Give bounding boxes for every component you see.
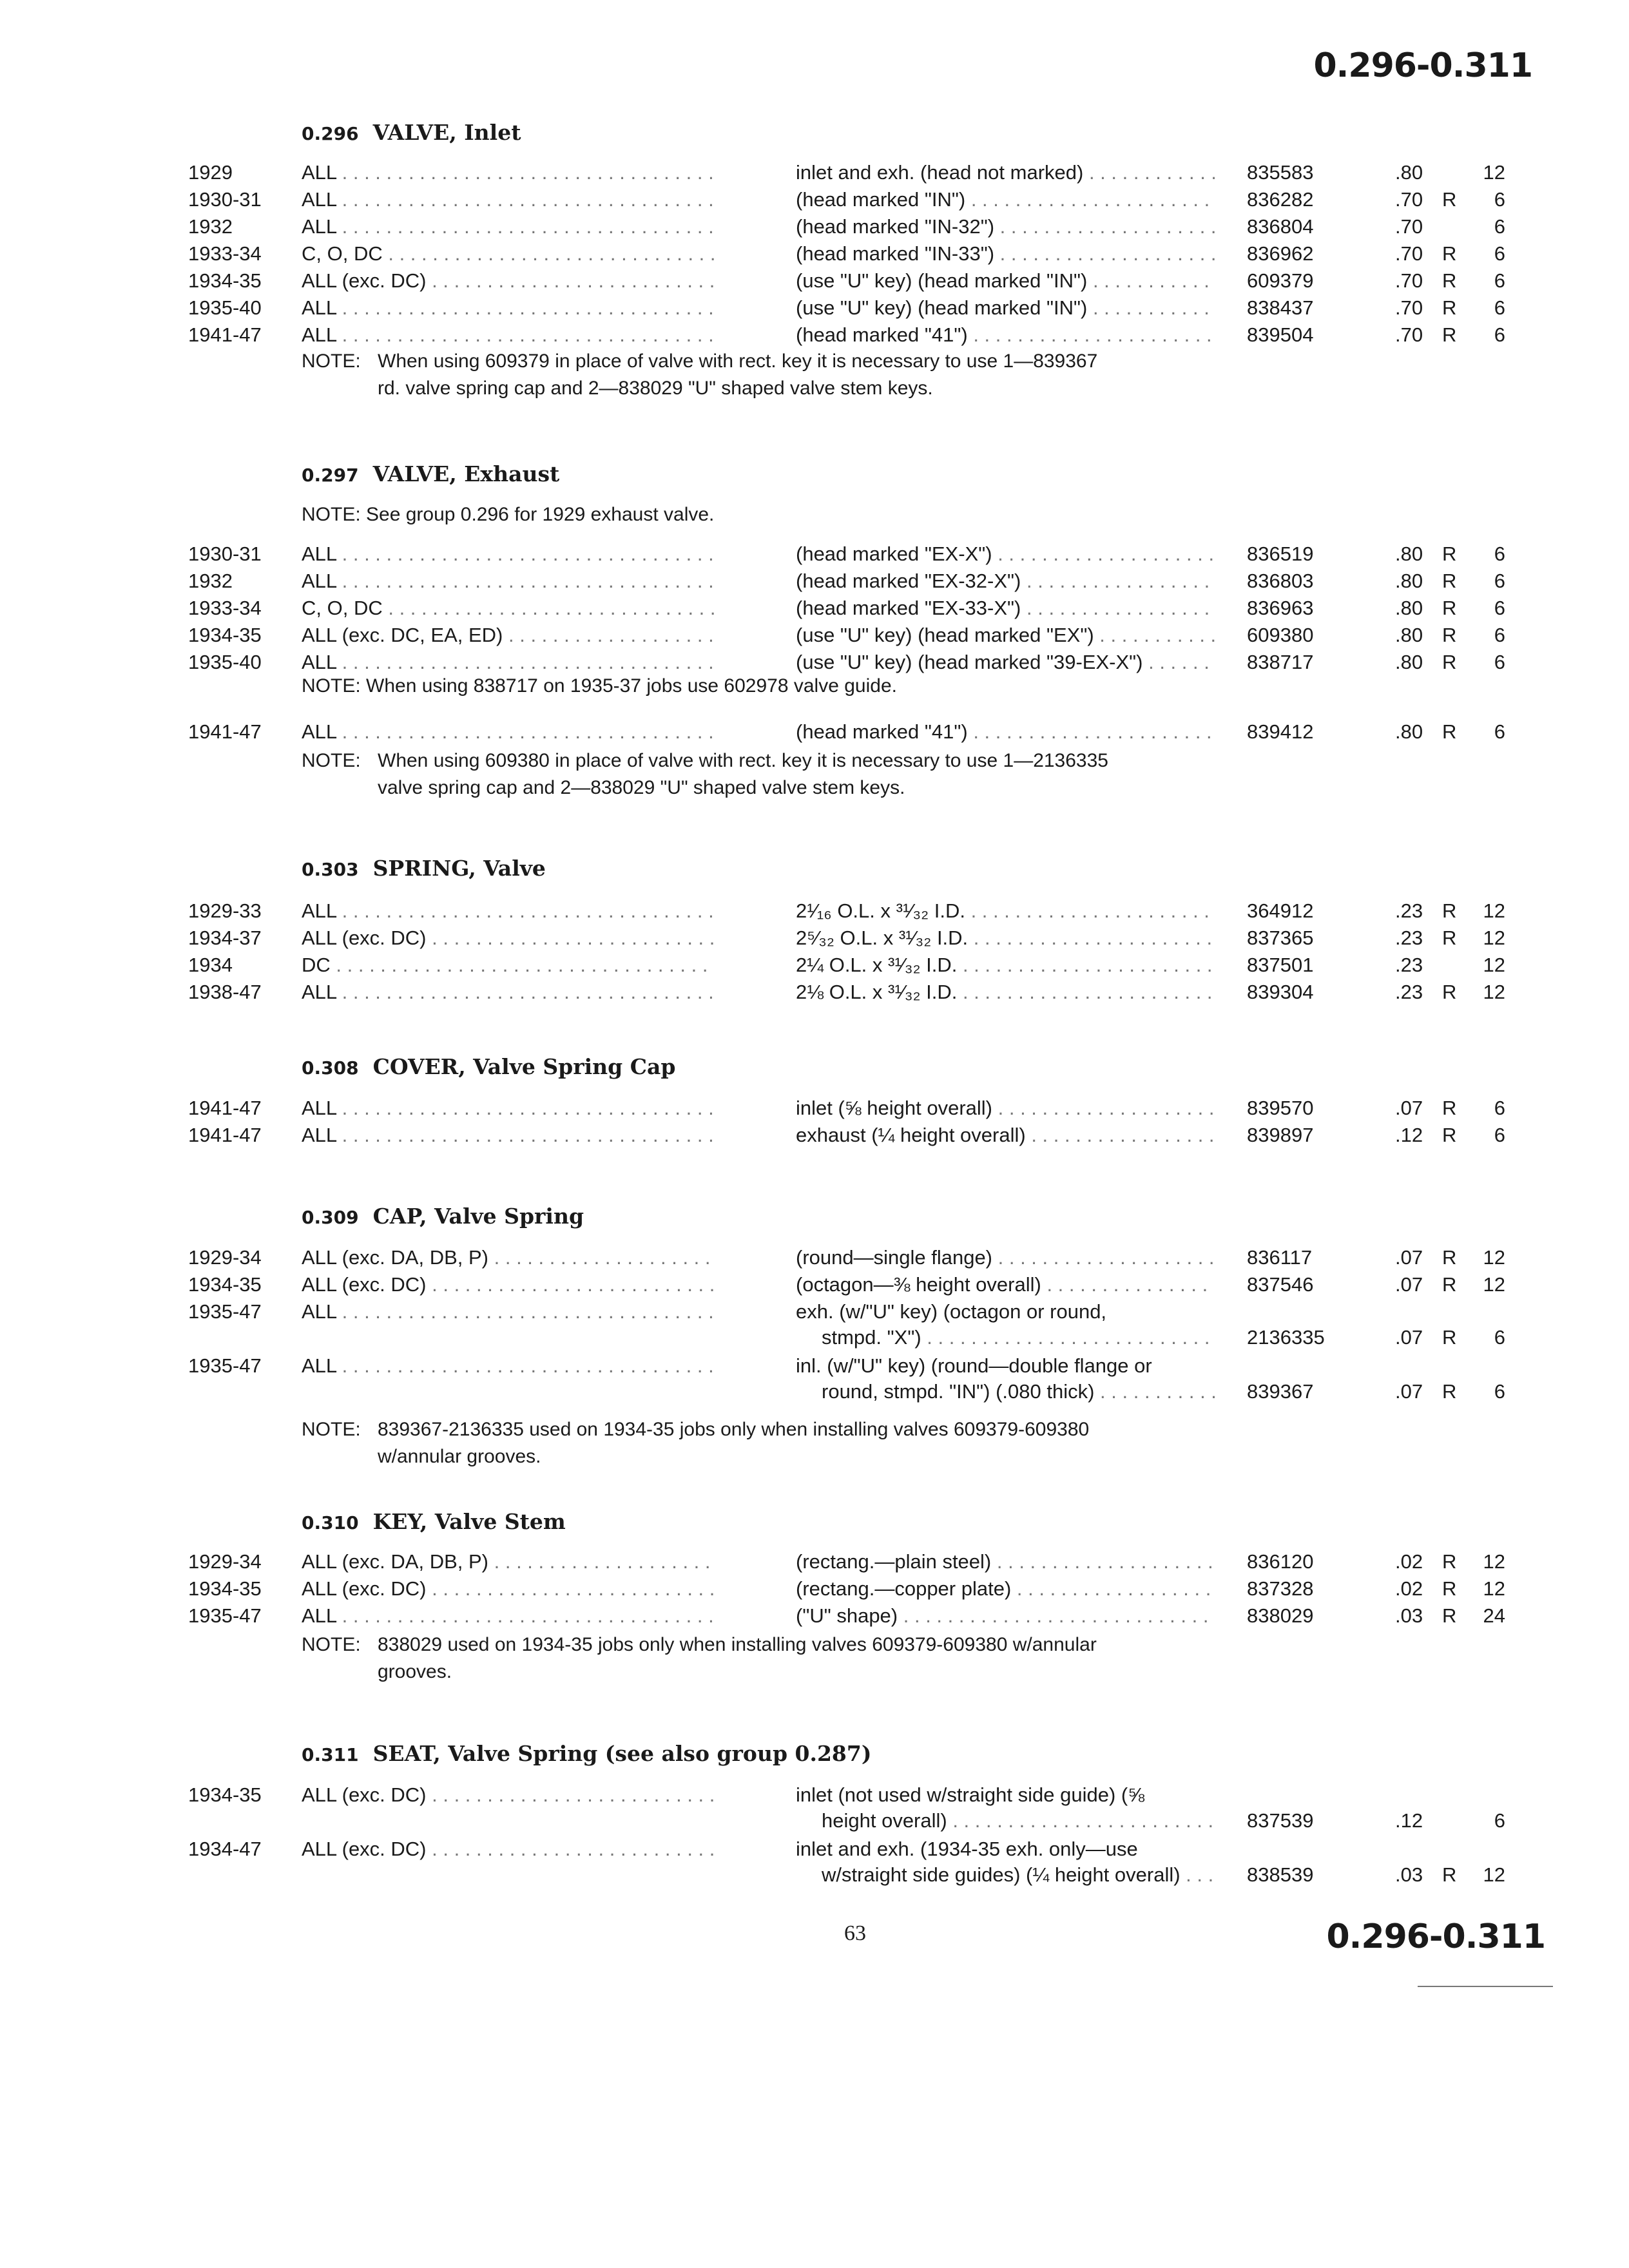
note bbox=[302, 673, 1242, 700]
part-number: 838437 bbox=[1247, 296, 1314, 319]
part-row bbox=[0, 269, 1629, 296]
part-row bbox=[0, 981, 1629, 1008]
quantity: 6 bbox=[1494, 1097, 1505, 1119]
replacement-flag: R bbox=[1442, 624, 1457, 646]
year-range: 1935-47 bbox=[188, 1354, 262, 1377]
price: .07 bbox=[1395, 1097, 1423, 1119]
part-row bbox=[0, 188, 1629, 215]
description-line: inl. (w/"U" key) (round—double flange or bbox=[796, 1354, 1152, 1377]
part-number: 838539 bbox=[1247, 1863, 1314, 1886]
year-range: 1941-47 bbox=[188, 1124, 262, 1146]
quantity: 6 bbox=[1494, 242, 1505, 265]
part-row bbox=[0, 1273, 1629, 1300]
section-heading bbox=[302, 1509, 566, 1534]
description: 2¼ O.L. x ³¹⁄₃₂ I.D. . . . bbox=[796, 954, 1215, 977]
description: 2⅛ O.L. x ³¹⁄₃₂ I.D. . . . bbox=[796, 981, 1215, 1004]
year-range: 1930-31 bbox=[188, 188, 262, 211]
year-range: 1941-47 bbox=[188, 323, 262, 346]
price: .70 bbox=[1395, 215, 1423, 238]
section-number: 0.311 bbox=[302, 1744, 359, 1765]
year-range: 1929-33 bbox=[188, 899, 262, 922]
quantity: 12 bbox=[1483, 954, 1505, 976]
description-line: round, stmpd. "IN") (.080 thick) . . . bbox=[822, 1380, 1215, 1403]
part-row-continuation bbox=[0, 1326, 1629, 1353]
model: ALL . . . bbox=[302, 1354, 714, 1378]
price: .80 bbox=[1395, 720, 1423, 743]
section-heading bbox=[302, 120, 521, 145]
part-number: 839570 bbox=[1247, 1097, 1314, 1119]
part-row bbox=[0, 1124, 1629, 1151]
note-line: valve spring cap and 2—838029 "U" shaped valve stem keys. bbox=[378, 777, 905, 798]
model: ALL (exc. DA, DB, P) . . . bbox=[302, 1246, 714, 1269]
note-line: NOTE: See group 0.296 for 1929 exhaust valve. bbox=[302, 504, 715, 525]
replacement-flag: R bbox=[1442, 1380, 1457, 1403]
description: (use "U" key) (head marked "39-EX-X") . . . bbox=[796, 651, 1215, 674]
year-range: 1935-40 bbox=[188, 651, 262, 673]
quantity: 12 bbox=[1483, 899, 1505, 922]
part-number: 839504 bbox=[1247, 323, 1314, 346]
part-row bbox=[0, 1783, 1629, 1811]
quantity: 6 bbox=[1494, 720, 1505, 743]
section-number: 0.308 bbox=[302, 1057, 359, 1079]
price: .03 bbox=[1395, 1604, 1423, 1627]
part-row bbox=[0, 161, 1629, 188]
model: ALL (exc. DC) . . . bbox=[302, 1273, 714, 1296]
quantity: 6 bbox=[1494, 1124, 1505, 1146]
price: .80 bbox=[1395, 570, 1423, 592]
year-range: 1934-35 bbox=[188, 269, 262, 292]
model: ALL . . . bbox=[302, 899, 714, 923]
section-title: VALVE, Inlet bbox=[372, 120, 521, 145]
year-range: 1933-34 bbox=[188, 597, 262, 619]
model: ALL . . . bbox=[302, 161, 714, 184]
part-row bbox=[0, 1838, 1629, 1865]
model: DC . . . bbox=[302, 954, 714, 977]
part-row bbox=[0, 1354, 1629, 1381]
description: (rectang.—copper plate) . . . bbox=[796, 1577, 1215, 1600]
quantity: 12 bbox=[1483, 981, 1505, 1003]
description: ("U" shape) . . . bbox=[796, 1604, 1215, 1628]
part-number: 837539 bbox=[1247, 1809, 1314, 1832]
section-title: VALVE, Exhaust bbox=[372, 461, 560, 486]
price: .23 bbox=[1395, 927, 1423, 949]
price: .80 bbox=[1395, 651, 1423, 673]
description: (round—single flange) . . . bbox=[796, 1246, 1215, 1269]
part-row bbox=[0, 1300, 1629, 1327]
quantity: 6 bbox=[1494, 624, 1505, 646]
description: (head marked "41") . . . bbox=[796, 720, 1215, 744]
section-title: COVER, Valve Spring Cap bbox=[372, 1054, 676, 1079]
description: (use "U" key) (head marked "IN") . . . bbox=[796, 296, 1215, 320]
replacement-flag: R bbox=[1442, 981, 1457, 1003]
price: .23 bbox=[1395, 981, 1423, 1003]
year-range: 1935-47 bbox=[188, 1604, 262, 1627]
part-row-continuation bbox=[0, 1809, 1629, 1836]
model: ALL . . . bbox=[302, 1097, 714, 1120]
note bbox=[302, 501, 1242, 528]
section-heading bbox=[302, 856, 546, 881]
price: .80 bbox=[1395, 624, 1423, 646]
replacement-flag: R bbox=[1442, 1246, 1457, 1269]
part-row bbox=[0, 720, 1629, 747]
section-number: 0.296 bbox=[302, 123, 359, 144]
price: .80 bbox=[1395, 597, 1423, 619]
quantity: 12 bbox=[1483, 1273, 1505, 1296]
part-number: 836120 bbox=[1247, 1550, 1314, 1573]
part-row bbox=[0, 323, 1629, 351]
replacement-flag: R bbox=[1442, 323, 1457, 346]
quantity: 12 bbox=[1483, 927, 1505, 949]
description: (head marked "41") . . . bbox=[796, 323, 1215, 347]
model: C, O, DC . . . bbox=[302, 597, 714, 620]
quantity: 6 bbox=[1494, 188, 1505, 211]
price: .07 bbox=[1395, 1380, 1423, 1403]
description: (use "U" key) (head marked "EX") . . . bbox=[796, 624, 1215, 647]
price: .02 bbox=[1395, 1550, 1423, 1573]
description-line: inlet and exh. (1934-35 exh. only—use bbox=[796, 1838, 1138, 1860]
part-number: 837501 bbox=[1247, 954, 1314, 976]
year-range: 1929 bbox=[188, 161, 233, 184]
header-range: 0.296-0.311 bbox=[1313, 46, 1532, 85]
part-number: 2136335 bbox=[1247, 1326, 1325, 1349]
model: C, O, DC . . . bbox=[302, 242, 714, 265]
model: ALL . . . bbox=[302, 1300, 714, 1323]
description: (head marked "IN-32") . . . bbox=[796, 215, 1215, 238]
description: 2⁵⁄₃₂ O.L. x ³¹⁄₃₂ I.D. . . . bbox=[796, 927, 1215, 950]
part-number: 364912 bbox=[1247, 899, 1314, 922]
replacement-flag: R bbox=[1442, 597, 1457, 619]
model: ALL . . . bbox=[302, 720, 714, 744]
description: inlet and exh. (head not marked) . . . bbox=[796, 161, 1215, 184]
part-number: 839412 bbox=[1247, 720, 1314, 743]
replacement-flag: R bbox=[1442, 570, 1457, 592]
year-range: 1935-47 bbox=[188, 1300, 262, 1323]
note-label: NOTE: bbox=[302, 1634, 361, 1655]
year-range: 1930-31 bbox=[188, 543, 262, 565]
note-line: 839367-2136335 used on 1934-35 jobs only when installing valves 609379-609380 bbox=[378, 1419, 1090, 1440]
price: .70 bbox=[1395, 296, 1423, 319]
model: ALL . . . bbox=[302, 296, 714, 320]
section-title: CAP, Valve Spring bbox=[372, 1204, 584, 1229]
replacement-flag: R bbox=[1442, 1097, 1457, 1119]
model: ALL . . . bbox=[302, 323, 714, 347]
model: ALL . . . bbox=[302, 1604, 714, 1628]
quantity: 24 bbox=[1483, 1604, 1505, 1627]
part-row-continuation bbox=[0, 1380, 1629, 1407]
quantity: 6 bbox=[1494, 543, 1505, 565]
replacement-flag: R bbox=[1442, 543, 1457, 565]
model: ALL (exc. DA, DB, P) . . . bbox=[302, 1550, 714, 1573]
part-number: 836963 bbox=[1247, 597, 1314, 619]
model: ALL (exc. DC) . . . bbox=[302, 1838, 714, 1861]
description: (head marked "IN-33") . . . bbox=[796, 242, 1215, 265]
note bbox=[302, 1416, 1242, 1470]
quantity: 6 bbox=[1494, 1380, 1505, 1403]
year-range: 1934-47 bbox=[188, 1838, 262, 1860]
price: .07 bbox=[1395, 1273, 1423, 1296]
year-range: 1934-37 bbox=[188, 927, 262, 949]
quantity: 6 bbox=[1494, 323, 1505, 346]
year-range: 1933-34 bbox=[188, 242, 262, 265]
part-row bbox=[0, 1577, 1629, 1604]
note bbox=[302, 747, 1242, 802]
part-row bbox=[0, 543, 1629, 570]
part-row bbox=[0, 215, 1629, 242]
model: ALL (exc. DC) . . . bbox=[302, 269, 714, 293]
quantity: 6 bbox=[1494, 1326, 1505, 1349]
quantity: 12 bbox=[1483, 1577, 1505, 1600]
year-range: 1932 bbox=[188, 570, 233, 592]
section-heading bbox=[302, 461, 559, 486]
part-row bbox=[0, 1604, 1629, 1631]
part-number: 609380 bbox=[1247, 624, 1314, 646]
price: .70 bbox=[1395, 269, 1423, 292]
section-heading bbox=[302, 1204, 584, 1229]
note-line: When using 609380 in place of valve with rect. key it is necessary to use 1—2136335 bbox=[378, 750, 1108, 771]
description-line: exh. (w/"U" key) (octagon or round, bbox=[796, 1300, 1107, 1323]
description-line: inlet (not used w/straight side guide) (⅝ bbox=[796, 1783, 1145, 1806]
model: ALL (exc. DC) . . . bbox=[302, 1783, 714, 1807]
note bbox=[302, 348, 1242, 402]
model: ALL . . . bbox=[302, 543, 714, 566]
part-row bbox=[0, 899, 1629, 927]
quantity: 12 bbox=[1483, 1550, 1505, 1573]
quantity: 6 bbox=[1494, 651, 1505, 673]
part-row bbox=[0, 1097, 1629, 1124]
quantity: 6 bbox=[1494, 269, 1505, 292]
quantity: 6 bbox=[1494, 296, 1505, 319]
price: .23 bbox=[1395, 899, 1423, 922]
part-number: 836117 bbox=[1247, 1246, 1313, 1269]
quantity: 12 bbox=[1483, 1246, 1505, 1269]
replacement-flag: R bbox=[1442, 720, 1457, 743]
part-number: 609379 bbox=[1247, 269, 1314, 292]
part-row bbox=[0, 570, 1629, 597]
price: .03 bbox=[1395, 1863, 1423, 1886]
note-line: w/annular grooves. bbox=[378, 1446, 541, 1467]
year-range: 1934 bbox=[188, 954, 233, 976]
page-number: 63 bbox=[844, 1921, 866, 1945]
description-line: stmpd. "X") . . . bbox=[822, 1326, 1215, 1349]
part-number: 839897 bbox=[1247, 1124, 1314, 1146]
section-heading bbox=[302, 1741, 871, 1766]
description: (use "U" key) (head marked "IN") . . . bbox=[796, 269, 1215, 293]
year-range: 1941-47 bbox=[188, 1097, 262, 1119]
note-line: rd. valve spring cap and 2—838029 "U" shaped valve stem keys. bbox=[378, 378, 933, 399]
model: ALL . . . bbox=[302, 981, 714, 1004]
quantity: 6 bbox=[1494, 215, 1505, 238]
description-line: height overall) . . . bbox=[822, 1809, 1215, 1832]
replacement-flag: R bbox=[1442, 296, 1457, 319]
replacement-flag: R bbox=[1442, 1273, 1457, 1296]
part-number: 837328 bbox=[1247, 1577, 1314, 1600]
year-range: 1934-35 bbox=[188, 1273, 262, 1296]
model: ALL (exc. DC) . . . bbox=[302, 927, 714, 950]
replacement-flag: R bbox=[1442, 269, 1457, 292]
quantity: 6 bbox=[1494, 570, 1505, 592]
section-number: 0.297 bbox=[302, 465, 359, 486]
part-number: 838029 bbox=[1247, 1604, 1314, 1627]
year-range: 1934-35 bbox=[188, 1577, 262, 1600]
quantity: 12 bbox=[1483, 1863, 1505, 1886]
part-row bbox=[0, 624, 1629, 651]
replacement-flag: R bbox=[1442, 1550, 1457, 1573]
part-number: 836519 bbox=[1247, 543, 1314, 565]
model: ALL . . . bbox=[302, 570, 714, 593]
description: 2¹⁄₁₆ O.L. x ³¹⁄₃₂ I.D. . . . bbox=[796, 899, 1215, 923]
section-number: 0.303 bbox=[302, 859, 359, 880]
year-range: 1929-34 bbox=[188, 1550, 262, 1573]
year-range: 1934-35 bbox=[188, 1783, 262, 1806]
price: .12 bbox=[1395, 1809, 1423, 1832]
description: (head marked "EX-32-X") . . . bbox=[796, 570, 1215, 593]
part-row-continuation bbox=[0, 1863, 1629, 1890]
part-number: 836804 bbox=[1247, 215, 1314, 238]
quantity: 6 bbox=[1494, 597, 1505, 619]
section-number: 0.309 bbox=[302, 1207, 359, 1228]
price: .70 bbox=[1395, 323, 1423, 346]
replacement-flag: R bbox=[1442, 899, 1457, 922]
year-range: 1934-35 bbox=[188, 624, 262, 646]
part-number: 839367 bbox=[1247, 1380, 1314, 1403]
model: ALL (exc. DC, EA, ED) . . . bbox=[302, 624, 714, 647]
price: .07 bbox=[1395, 1326, 1423, 1349]
year-range: 1938-47 bbox=[188, 981, 262, 1003]
note-label: NOTE: bbox=[302, 351, 361, 372]
price: .70 bbox=[1395, 188, 1423, 211]
note-line: NOTE: When using 838717 on 1935-37 jobs use 602978 valve guide. bbox=[302, 675, 897, 697]
quantity: 12 bbox=[1483, 161, 1505, 184]
part-row bbox=[0, 1246, 1629, 1273]
price: .80 bbox=[1395, 161, 1423, 184]
year-range: 1932 bbox=[188, 215, 233, 238]
note-line: When using 609379 in place of valve with rect. key it is necessary to use 1—839367 bbox=[378, 351, 1098, 372]
part-row bbox=[0, 1550, 1629, 1577]
year-range: 1929-34 bbox=[188, 1246, 262, 1269]
price: .12 bbox=[1395, 1124, 1423, 1146]
replacement-flag: R bbox=[1442, 1577, 1457, 1600]
part-row bbox=[0, 954, 1629, 981]
note-line: grooves. bbox=[378, 1661, 452, 1682]
description: (octagon—⅜ height overall) . . . bbox=[796, 1273, 1215, 1296]
replacement-flag: R bbox=[1442, 188, 1457, 211]
part-row bbox=[0, 927, 1629, 954]
model: ALL . . . bbox=[302, 215, 714, 238]
price: .23 bbox=[1395, 954, 1423, 976]
footer-rule bbox=[1418, 1986, 1553, 1987]
quantity: 6 bbox=[1494, 1809, 1505, 1832]
note-label: NOTE: bbox=[302, 750, 361, 771]
note-line: 838029 used on 1934-35 jobs only when installing valves 609379-609380 w/annular bbox=[378, 1634, 1097, 1655]
part-number: 836962 bbox=[1247, 242, 1314, 265]
section-title: SEAT, Valve Spring (see also group 0.287) bbox=[372, 1741, 872, 1766]
price: .02 bbox=[1395, 1577, 1423, 1600]
section-title: SPRING, Valve bbox=[372, 856, 546, 881]
replacement-flag: R bbox=[1442, 651, 1457, 673]
replacement-flag: R bbox=[1442, 1124, 1457, 1146]
description: inlet (⅝ height overall) . . . bbox=[796, 1097, 1215, 1120]
model: ALL . . . bbox=[302, 188, 714, 211]
part-number: 836803 bbox=[1247, 570, 1314, 592]
model: ALL (exc. DC) . . . bbox=[302, 1577, 714, 1600]
model: ALL . . . bbox=[302, 651, 714, 674]
description: (head marked "EX-X") . . . bbox=[796, 543, 1215, 566]
year-range: 1941-47 bbox=[188, 720, 262, 743]
replacement-flag: R bbox=[1442, 1326, 1457, 1349]
part-number: 839304 bbox=[1247, 981, 1314, 1003]
description: (rectang.—plain steel) . . . bbox=[796, 1550, 1215, 1573]
year-range: 1935-40 bbox=[188, 296, 262, 319]
description: (head marked "EX-33-X") . . . bbox=[796, 597, 1215, 620]
replacement-flag: R bbox=[1442, 927, 1457, 949]
replacement-flag: R bbox=[1442, 1863, 1457, 1886]
replacement-flag: R bbox=[1442, 242, 1457, 265]
part-number: 838717 bbox=[1247, 651, 1314, 673]
part-row bbox=[0, 242, 1629, 269]
replacement-flag: R bbox=[1442, 1604, 1457, 1627]
section-heading bbox=[302, 1054, 675, 1079]
description: (head marked "IN") . . . bbox=[796, 188, 1215, 211]
price: .07 bbox=[1395, 1246, 1423, 1269]
footer-range: 0.296-0.311 bbox=[1326, 1917, 1545, 1956]
part-number: 837365 bbox=[1247, 927, 1314, 949]
model: ALL . . . bbox=[302, 1124, 714, 1147]
price: .70 bbox=[1395, 242, 1423, 265]
description-line: w/straight side guides) (¼ height overall) . . . bbox=[822, 1863, 1215, 1887]
section-title: KEY, Valve Stem bbox=[372, 1509, 566, 1534]
part-row bbox=[0, 597, 1629, 624]
note-label: NOTE: bbox=[302, 1419, 361, 1440]
price: .80 bbox=[1395, 543, 1423, 565]
section-number: 0.310 bbox=[302, 1512, 359, 1533]
part-number: 835583 bbox=[1247, 161, 1314, 184]
part-number: 836282 bbox=[1247, 188, 1314, 211]
description: exhaust (¼ height overall) . . . bbox=[796, 1124, 1215, 1147]
part-number: 837546 bbox=[1247, 1273, 1314, 1296]
note bbox=[302, 1631, 1242, 1686]
part-row bbox=[0, 296, 1629, 323]
